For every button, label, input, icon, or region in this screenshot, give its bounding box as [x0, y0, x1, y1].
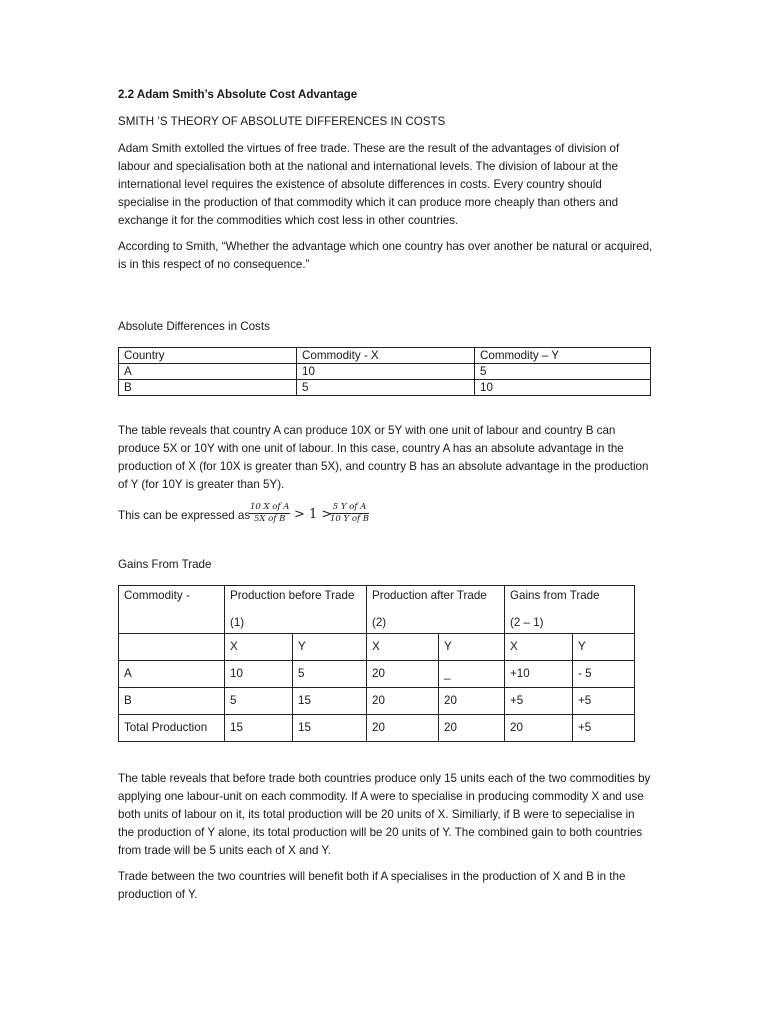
table-cell: +10 [505, 661, 573, 688]
header-gains: Gains from Trade [510, 589, 600, 602]
table-cell: 10 [475, 380, 651, 396]
table-row [119, 661, 635, 688]
table-cell: Total Production [119, 715, 225, 742]
table-cell: B [119, 380, 297, 396]
table-cell: Y [293, 634, 367, 661]
table-header-cell: Country [119, 348, 297, 364]
header-before-trade: Production before Trade [230, 589, 355, 602]
table-cell: 20 [439, 715, 505, 742]
header-after-trade-sub: (2) [372, 616, 387, 629]
table2-caption: Gains From Trade [118, 558, 212, 571]
header-commodity: Commodity - [124, 589, 190, 602]
table-cell: 20 [367, 688, 439, 715]
table-row [119, 364, 651, 380]
table-cell: 5 [475, 364, 651, 380]
table-header-cell [119, 586, 225, 634]
absolute-costs-table [118, 347, 651, 396]
table-cell: 15 [293, 688, 367, 715]
table-cell: 15 [293, 715, 367, 742]
table-cell: 20 [439, 688, 505, 715]
header-gains-sub: (2 – 1) [510, 616, 544, 629]
fraction-2-denominator: 10 Y of B [330, 514, 370, 524]
table-cell: X [367, 634, 439, 661]
intro-paragraph: Adam Smith extolled the virtues of free trade. These are the result of the advantages of division of labour and specialisation both at the national and international levels. The division of labour at the international level requires the existence of absolute differences in costs. Every country should specialise in the production of that commodity which it can produce more cheaply than others and exchange it for the commodities which cost less in other countries. [118, 142, 620, 227]
subheading: SMITH ’S THEORY OF ABSOLUTE DIFFERENCES IN COSTS [118, 115, 446, 128]
table-row [119, 715, 635, 742]
table-header-cell [505, 586, 635, 634]
table-cell: Y [439, 634, 505, 661]
fraction-1-denominator: 5X of B [254, 514, 286, 524]
table-cell: +5 [505, 688, 573, 715]
fraction-1-numerator: 10 X of A [250, 502, 290, 512]
table-cell: 20 [367, 661, 439, 688]
formula-inequality: > 1 > [294, 507, 333, 522]
table-cell: +5 [573, 715, 635, 742]
table-cell: 20 [367, 715, 439, 742]
table-cell: A [119, 661, 225, 688]
formula-line [118, 502, 653, 528]
table-row [119, 380, 651, 396]
table-cell: 5 [297, 380, 475, 396]
explanation-paragraph: The table reveals that country A can produce 10X or 5Y with one unit of labour and country B can produce 5X or 10Y with one unit of labour. In this case, country A has an absolute advantage in the production of X (for 10X is greater than 5X), and country B has an absolute advantage in the production of Y (for 10Y is greater than 5Y). [118, 424, 649, 491]
conclusion-paragraph: The table reveals that before trade both countries produce only 15 units each of the two commodities by applying one labour-unit on each commodity. If A were to specialise in producing commodity X and use both units of labour on it, its total production will be 20 units of X. Similiarly, if B were to sepecialise in the production of Y alone, its total production will be 20 units of Y. The combined gain to both countries from trade will be 5 units each of X and Y. [118, 772, 651, 857]
table-row [119, 688, 635, 715]
table-cell: - 5 [573, 661, 635, 688]
table-subheader-row [119, 634, 635, 661]
table-cell: B [119, 688, 225, 715]
table-header-cell [367, 586, 505, 634]
table-cell [119, 634, 225, 661]
table-cell: 5 [293, 661, 367, 688]
section-heading: 2.2 Adam Smith’s Absolute Cost Advantage [118, 88, 358, 101]
fraction-2-numerator: 5 Y of A [330, 502, 369, 514]
header-after-trade: Production after Trade [372, 589, 487, 602]
table-cell: X [505, 634, 573, 661]
quote-paragraph: According to Smith, “Whether the advantage which one country has over another be natural or acquired, is in this respect of no consequence.” [118, 240, 653, 271]
final-paragraph: Trade between the two countries will benefit both if A specialises in the production of X and B in the production of Y. [118, 870, 626, 901]
table1-caption: Absolute Differences in Costs [118, 320, 270, 333]
table-cell: A [119, 364, 297, 380]
gains-from-trade-table [118, 585, 635, 742]
table-cell: Y [573, 634, 635, 661]
table-header-row [119, 586, 635, 634]
table-header-cell: Commodity – Y [475, 348, 651, 364]
header-before-trade-sub: (1) [230, 616, 245, 629]
table-cell: _ [439, 661, 505, 688]
table-header-cell [225, 586, 367, 634]
table-header-row [119, 348, 651, 364]
table-cell: 10 [225, 661, 293, 688]
table-cell: 5 [225, 688, 293, 715]
table-header-cell: Commodity - X [297, 348, 475, 364]
table-cell: X [225, 634, 293, 661]
fraction-1 [249, 502, 290, 525]
table-cell: 10 [297, 364, 475, 380]
table-cell: +5 [573, 688, 635, 715]
document-page [118, 86, 653, 912]
table-cell: 20 [505, 715, 573, 742]
formula-lead: This can be expressed as [118, 509, 251, 522]
table-cell: 15 [225, 715, 293, 742]
fraction-2 [330, 502, 369, 525]
